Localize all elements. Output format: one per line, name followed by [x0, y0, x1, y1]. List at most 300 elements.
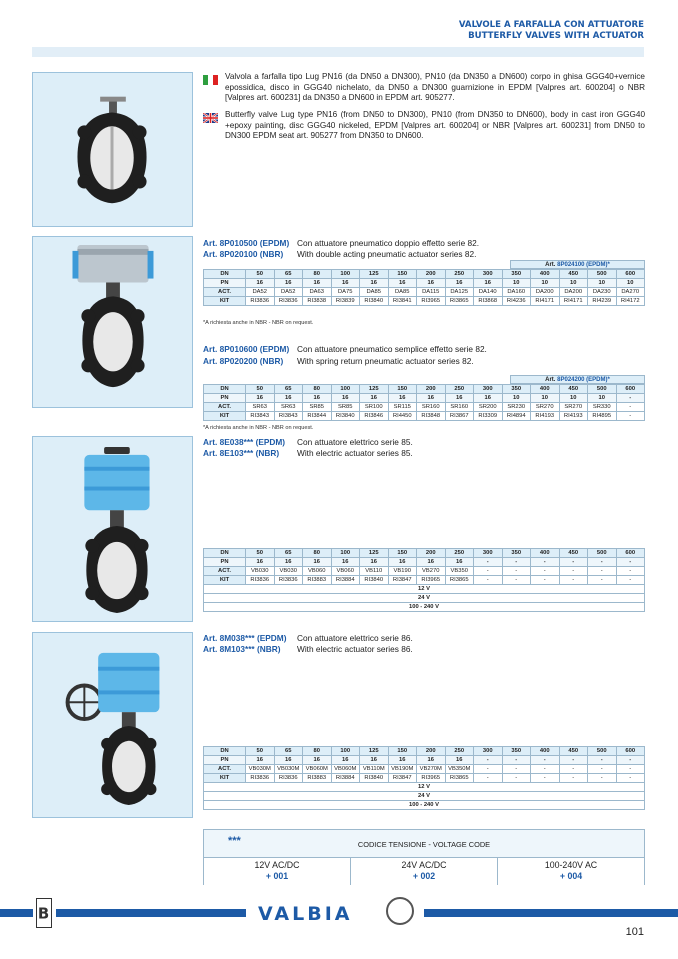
voltage-cell: 12 V: [204, 783, 645, 792]
row-label: ACT.: [204, 567, 246, 576]
table-cell: 16: [445, 756, 474, 765]
table-row: [204, 412, 645, 421]
table-row: [204, 747, 645, 756]
table-cell: -: [616, 412, 645, 421]
table-cell: 16: [246, 558, 275, 567]
table-cell: 50: [246, 270, 275, 279]
table-row: [204, 774, 645, 783]
valbia-logo: [258, 903, 370, 928]
table-cell: 500: [588, 549, 617, 558]
table-cell: 10: [502, 279, 531, 288]
table-cell: 10: [531, 279, 560, 288]
table-cell: RI3884: [331, 774, 360, 783]
table-cell: 600: [616, 549, 645, 558]
table-cell: 250: [445, 747, 474, 756]
section2-table: [203, 384, 645, 421]
row-label: PN: [204, 394, 246, 403]
table-cell: -: [531, 576, 560, 585]
table-cell: -: [474, 558, 503, 567]
article-code: Art. 8P020100 (NBR): [203, 249, 284, 259]
table-cell: 16: [360, 756, 389, 765]
voltage-row: [204, 801, 645, 810]
table-cell: 50: [246, 549, 275, 558]
table-cell: 16: [331, 558, 360, 567]
table-cell: -: [616, 576, 645, 585]
row-label: PN: [204, 756, 246, 765]
description-it: Valvola a farfalla tipo Lug PN16 (da DN50 a DN300), PN10 (da DN350 a DN600) corpo in ghisa GGG40+vernice epossidica, disco in GGG40 nichelato, da DN50 a DN300 guarnizione in EPDM [Valpres art. 600204] o NBR [Valpres art. 600231] da DN350 a DN600 in EPDM art. 905277.: [225, 72, 645, 102]
table-cell: 125: [360, 385, 389, 394]
table-cell: 125: [360, 549, 389, 558]
table-cell: -: [588, 567, 617, 576]
table-cell: RI4172: [616, 297, 645, 306]
table-cell: DA52: [246, 288, 275, 297]
table-cell: 16: [274, 756, 303, 765]
table-cell: 50: [246, 747, 275, 756]
table-cell: -: [616, 394, 645, 403]
table-cell: RI3841: [388, 297, 417, 306]
table-cell: -: [616, 403, 645, 412]
table-cell: RI3865: [445, 576, 474, 585]
table-cell: SR63: [246, 403, 275, 412]
table-cell: 350: [502, 549, 531, 558]
table-cell: 450: [559, 270, 588, 279]
article-text: Con attuatore elettrico serie 85.: [297, 437, 413, 447]
table-cell: DA125: [445, 288, 474, 297]
table-cell: 16: [417, 279, 446, 288]
italian-flag-icon: [203, 72, 218, 82]
electric-valve-image: [32, 436, 193, 622]
table-cell: RI4895: [588, 412, 617, 421]
table-cell: -: [474, 765, 503, 774]
table-cell: -: [616, 756, 645, 765]
table-cell: VB270M: [417, 765, 446, 774]
table-cell: 16: [360, 394, 389, 403]
voltage-code-box: [203, 829, 645, 885]
table-cell: 350: [502, 270, 531, 279]
table-cell: SR270: [531, 403, 560, 412]
table-cell: -: [531, 558, 560, 567]
article-text: With spring return pneumatic actuator series 82.: [297, 356, 474, 366]
voltage-code-col: 12V AC/DC + 001: [204, 858, 351, 885]
table-cell: -: [502, 576, 531, 585]
table-cell: 250: [445, 549, 474, 558]
table-cell: 125: [360, 270, 389, 279]
table-cell: VB030M: [246, 765, 275, 774]
table-cell: 200: [417, 385, 446, 394]
table-cell: -: [531, 774, 560, 783]
table-cell: RI3309: [474, 412, 503, 421]
article-code: Art. 8P010600 (EPDM): [203, 344, 290, 354]
svg-text:VALBIA: VALBIA: [258, 903, 353, 923]
table-row: [204, 270, 645, 279]
table-cell: RI4239: [588, 297, 617, 306]
table-cell: DA230: [588, 288, 617, 297]
table-cell: 125: [360, 747, 389, 756]
table-row: [204, 765, 645, 774]
table-cell: VB060: [331, 567, 360, 576]
section1-subheader: Art. 8P024100 (EPDM)*: [510, 260, 645, 269]
header-title-en: BUTTERFLY VALVES WITH ACTUATOR: [468, 31, 644, 41]
table-cell: RI3836: [274, 774, 303, 783]
table-cell: SR115: [388, 403, 417, 412]
table-cell: RI3865: [445, 774, 474, 783]
table-cell: 300: [474, 270, 503, 279]
valve-image: [32, 72, 193, 227]
table-cell: VB030: [274, 567, 303, 576]
uk-flag-icon: [203, 110, 218, 120]
table-cell: RI3843: [274, 412, 303, 421]
table-row: [204, 297, 645, 306]
section1-article-it: [203, 238, 479, 249]
table-cell: -: [474, 774, 503, 783]
table-cell: 16: [445, 279, 474, 288]
table-cell: 16: [474, 394, 503, 403]
table-cell: VB060: [303, 567, 332, 576]
voltage-row: [204, 594, 645, 603]
table-cell: 300: [474, 549, 503, 558]
table-cell: 50: [246, 385, 275, 394]
table-cell: RI3867: [445, 412, 474, 421]
table-cell: 80: [303, 385, 332, 394]
table-cell: VB350M: [445, 765, 474, 774]
table-cell: 16: [445, 394, 474, 403]
table-cell: 150: [388, 747, 417, 756]
table-cell: -: [502, 774, 531, 783]
page-header: [459, 20, 644, 42]
table-cell: 300: [474, 385, 503, 394]
voltage-row: [204, 585, 645, 594]
voltage-code-col: 100-240V AC + 004: [544, 860, 598, 881]
table-cell: -: [559, 774, 588, 783]
row-label: ACT.: [204, 765, 246, 774]
article-code: Art. 8P020200 (NBR): [203, 356, 284, 366]
table-cell: VB110M: [360, 765, 389, 774]
voltage-cell: 24 V: [204, 792, 645, 801]
table-cell: 100: [331, 385, 360, 394]
table-cell: RI3883: [303, 576, 332, 585]
section2-article-it: [203, 344, 487, 355]
table-cell: 16: [474, 279, 503, 288]
table-cell: RI3836: [246, 576, 275, 585]
row-label: DN: [204, 270, 246, 279]
table-row: [204, 403, 645, 412]
table-cell: 100: [331, 747, 360, 756]
row-label: ACT.: [204, 403, 246, 412]
table-cell: -: [588, 576, 617, 585]
section2-article-en: [203, 356, 474, 367]
table-cell: RI4193: [531, 412, 560, 421]
table-cell: VB030M: [274, 765, 303, 774]
table-cell: 16: [274, 558, 303, 567]
table-cell: SR230: [502, 403, 531, 412]
table-cell: 500: [588, 270, 617, 279]
table-cell: RI3843: [246, 412, 275, 421]
table-cell: 500: [588, 385, 617, 394]
row-label: KIT: [204, 297, 246, 306]
article-text: Con attuatore pneumatico doppio effetto serie 82.: [297, 238, 480, 248]
section3-article-en: [203, 448, 413, 459]
table-cell: 16: [274, 394, 303, 403]
voltage-row: [204, 603, 645, 612]
section2-note: *A richiesta anche in NBR - NBR on request.: [203, 425, 314, 431]
table-cell: RI3847: [388, 576, 417, 585]
header-title-it: VALVOLE A FARFALLA CON ATTUATORE: [458, 20, 644, 30]
table-cell: -: [616, 774, 645, 783]
table-cell: SR200: [474, 403, 503, 412]
table-cell: RI3868: [474, 297, 503, 306]
table-cell: 16: [274, 279, 303, 288]
table-cell: 10: [502, 394, 531, 403]
table-cell: 150: [388, 385, 417, 394]
table-cell: 500: [588, 747, 617, 756]
table-cell: -: [616, 765, 645, 774]
table-cell: 16: [360, 279, 389, 288]
table-cell: RI3836: [246, 297, 275, 306]
table-cell: 300: [474, 747, 503, 756]
section4-article-it: [203, 633, 413, 644]
table-cell: 200: [417, 270, 446, 279]
pneumatic-valve-image: [32, 236, 193, 408]
table-cell: VB110: [360, 567, 389, 576]
table-cell: 16: [445, 558, 474, 567]
voltage-code-title: CODICE TENSIONE - VOLTAGE CODE: [357, 840, 491, 849]
table-cell: 16: [388, 394, 417, 403]
table-cell: 350: [502, 747, 531, 756]
table-cell: 600: [616, 385, 645, 394]
table-cell: 80: [303, 270, 332, 279]
table-cell: RI3848: [417, 412, 446, 421]
page-number: 101: [625, 926, 644, 938]
bonomi-logo: [36, 898, 52, 928]
table-cell: DA52: [274, 288, 303, 297]
row-label: DN: [204, 747, 246, 756]
table-cell: SR85: [303, 403, 332, 412]
voltage-cell: 100 - 240 V: [204, 801, 645, 810]
table-cell: 450: [559, 549, 588, 558]
table-row: [204, 576, 645, 585]
table-cell: -: [502, 558, 531, 567]
table-cell: DA200: [559, 288, 588, 297]
row-label: KIT: [204, 412, 246, 421]
table-cell: RI3838: [303, 297, 332, 306]
section4-table: [203, 746, 645, 810]
table-cell: RI3836: [274, 576, 303, 585]
row-label: PN: [204, 279, 246, 288]
table-cell: 100: [331, 270, 360, 279]
table-cell: 16: [331, 394, 360, 403]
table-cell: -: [474, 576, 503, 585]
table-cell: -: [531, 567, 560, 576]
table-cell: 16: [388, 756, 417, 765]
table-row: [204, 567, 645, 576]
table-cell: VB350: [445, 567, 474, 576]
section2-subheader: Art. 8P024200 (EPDM)*: [510, 375, 645, 384]
table-cell: SR85: [331, 403, 360, 412]
table-cell: DA140: [474, 288, 503, 297]
section4-article-en: [203, 644, 413, 655]
table-cell: RI3836: [274, 297, 303, 306]
table-cell: 10: [531, 394, 560, 403]
table-cell: VB060M: [303, 765, 332, 774]
table-cell: -: [588, 774, 617, 783]
table-cell: RI4171: [559, 297, 588, 306]
table-cell: SR270: [559, 403, 588, 412]
table-cell: 80: [303, 747, 332, 756]
table-row: [204, 288, 645, 297]
row-label: KIT: [204, 774, 246, 783]
table-cell: RI3839: [331, 297, 360, 306]
table-cell: DA85: [388, 288, 417, 297]
row-label: KIT: [204, 576, 246, 585]
table-cell: 16: [303, 558, 332, 567]
table-cell: 350: [502, 385, 531, 394]
table-cell: VB190: [388, 567, 417, 576]
table-cell: 10: [559, 279, 588, 288]
table-cell: -: [588, 756, 617, 765]
table-row: [204, 558, 645, 567]
section1-table: [203, 269, 645, 306]
table-cell: -: [616, 567, 645, 576]
table-cell: RI3965: [417, 576, 446, 585]
table-cell: 16: [303, 394, 332, 403]
table-cell: -: [502, 567, 531, 576]
article-code: Art. 8M103*** (NBR): [203, 644, 281, 654]
table-cell: RI3840: [360, 576, 389, 585]
article-code: Art. 8P010500 (EPDM): [203, 238, 290, 248]
table-cell: -: [531, 756, 560, 765]
table-cell: VB030: [246, 567, 275, 576]
table-cell: 16: [331, 756, 360, 765]
table-cell: VB190M: [388, 765, 417, 774]
table-cell: RI3965: [417, 297, 446, 306]
table-cell: DA85: [360, 288, 389, 297]
table-cell: 16: [331, 279, 360, 288]
table-row: [204, 385, 645, 394]
row-label: DN: [204, 549, 246, 558]
table-cell: 400: [531, 385, 560, 394]
table-cell: 400: [531, 747, 560, 756]
table-cell: RI4236: [502, 297, 531, 306]
table-cell: RI3836: [246, 774, 275, 783]
table-cell: SR160: [445, 403, 474, 412]
table-cell: 450: [559, 747, 588, 756]
table-cell: RI3965: [417, 774, 446, 783]
table-cell: 65: [274, 747, 303, 756]
table-cell: SR160: [417, 403, 446, 412]
table-cell: 100: [331, 549, 360, 558]
section1-article-en: [203, 249, 476, 260]
table-cell: 600: [616, 270, 645, 279]
table-cell: RI4894: [502, 412, 531, 421]
row-label: DN: [204, 385, 246, 394]
table-cell: 65: [274, 270, 303, 279]
table-cell: -: [559, 576, 588, 585]
table-cell: 10: [616, 279, 645, 288]
table-cell: RI3865: [445, 297, 474, 306]
table-row: [204, 549, 645, 558]
table-cell: 150: [388, 549, 417, 558]
table-cell: 200: [417, 549, 446, 558]
section3-table: [203, 548, 645, 612]
article-code: Art. 8M038*** (EPDM): [203, 633, 287, 643]
table-cell: 65: [274, 549, 303, 558]
electric-handwheel-valve-image: [32, 632, 193, 818]
table-cell: DA160: [502, 288, 531, 297]
table-cell: -: [474, 567, 503, 576]
section3-article-it: [203, 437, 413, 448]
table-cell: RI4193: [559, 412, 588, 421]
voltage-cell: 24 V: [204, 594, 645, 603]
table-row: [204, 279, 645, 288]
table-cell: 400: [531, 270, 560, 279]
table-cell: DA63: [303, 288, 332, 297]
table-row: [204, 394, 645, 403]
table-cell: RI3883: [303, 774, 332, 783]
footer-bar-right: [424, 909, 678, 917]
table-cell: 16: [417, 756, 446, 765]
table-cell: 65: [274, 385, 303, 394]
header-bar: [32, 47, 644, 57]
footer-bar-mid: [56, 909, 246, 917]
table-cell: 150: [388, 270, 417, 279]
certification-seal-icon: [386, 897, 414, 925]
voltage-code-col: 24V AC/DC + 002: [351, 858, 498, 885]
table-cell: -: [559, 765, 588, 774]
table-cell: RI3840: [360, 297, 389, 306]
table-cell: 16: [360, 558, 389, 567]
table-cell: 16: [303, 279, 332, 288]
voltage-row: [204, 783, 645, 792]
table-cell: VB060M: [331, 765, 360, 774]
table-cell: -: [502, 765, 531, 774]
article-text: With electric actuator series 86.: [297, 644, 413, 654]
table-cell: -: [588, 765, 617, 774]
table-cell: -: [531, 765, 560, 774]
table-cell: SR330: [588, 403, 617, 412]
table-cell: RI3844: [303, 412, 332, 421]
article-code: Art. 8E103*** (NBR): [203, 448, 280, 458]
table-cell: RI4171: [531, 297, 560, 306]
table-cell: RI4450: [388, 412, 417, 421]
article-text: Con attuatore pneumatico semplice effetto serie 82.: [297, 344, 487, 354]
table-cell: DA270: [616, 288, 645, 297]
table-cell: RI3884: [331, 576, 360, 585]
table-cell: 10: [559, 394, 588, 403]
article-code: Art. 8E038*** (EPDM): [203, 437, 286, 447]
table-cell: 16: [246, 279, 275, 288]
table-cell: RI3840: [331, 412, 360, 421]
table-cell: RI3846: [360, 412, 389, 421]
table-cell: 16: [388, 558, 417, 567]
table-cell: -: [474, 756, 503, 765]
article-text: Con attuatore elettrico serie 86.: [297, 633, 413, 643]
section1-note: *A richiesta anche in NBR - NBR on request.: [203, 320, 314, 326]
table-cell: 250: [445, 385, 474, 394]
description-en: Butterfly valve Lug type PN16 (from DN50 to DN300), PN10 (from DN350 to DN600), body in cast iron GGG40 +epoxy painting, disc GGG40 nickeled, EPDM [Valpres art. 600204] or NBR [Valpres art. 600231] from DN50 to DN300 EPDM seat art. 905277 from DN350 to DN600.: [225, 110, 645, 140]
table-cell: -: [559, 558, 588, 567]
table-cell: RI3847: [388, 774, 417, 783]
voltage-cell: 12 V: [204, 585, 645, 594]
table-cell: 80: [303, 549, 332, 558]
article-text: With double acting pneumatic actuator series 82.: [297, 249, 477, 259]
row-label: PN: [204, 558, 246, 567]
row-label: ACT.: [204, 288, 246, 297]
article-text: With electric actuator series 85.: [297, 448, 413, 458]
table-cell: SR63: [274, 403, 303, 412]
svg-text:B: B: [37, 904, 50, 923]
footer-bar-left: [0, 909, 33, 917]
table-cell: 10: [588, 279, 617, 288]
